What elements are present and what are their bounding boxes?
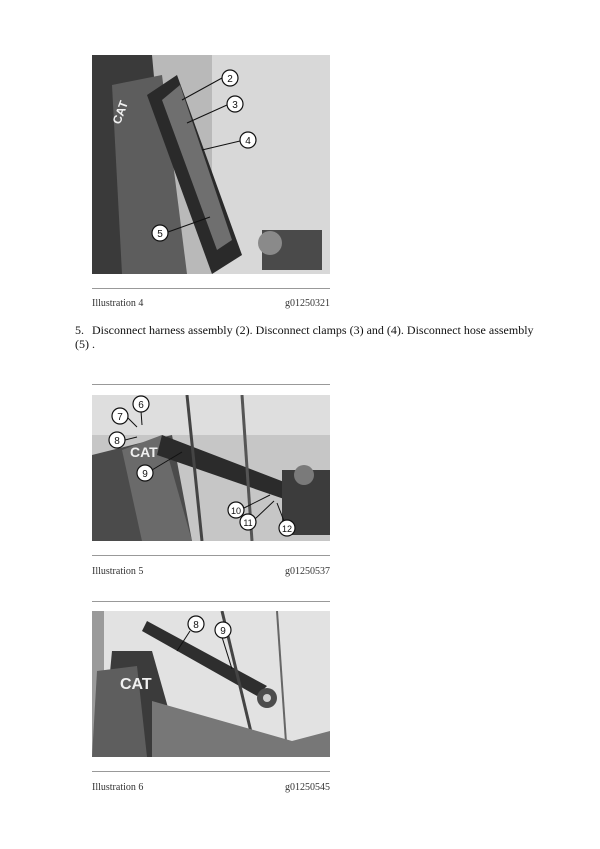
cat-logo: CAT [109,98,131,127]
illustration-6-caption: Illustration 6 [92,782,144,793]
illustration-6-rule [92,771,330,772]
step-text: Disconnect harness assembly (2). Disconnect clamps (3) and (4). Disconnect hose assembly (5) . [75,323,534,351]
illustration-5-rule [92,555,330,556]
svg-text:2: 2 [227,74,233,85]
svg-text:9: 9 [220,626,226,637]
svg-text:6: 6 [138,400,144,411]
illustration-4-photo [92,55,330,274]
illustration-4-caption: Illustration 4 [92,298,144,309]
illustration-5-photo [92,395,330,541]
illustration-6-code: g01250545 [285,782,330,793]
svg-text:7: 7 [117,412,123,423]
illustration-4-rule [92,288,330,289]
svg-text:11: 11 [243,518,253,528]
illustration-4-code: g01250321 [285,298,330,309]
step-number: 5. [75,323,84,337]
svg-text:8: 8 [193,620,199,631]
illustration-5-top-rule [92,384,330,385]
svg-text:3: 3 [232,100,238,111]
illustration-6-top-rule [92,601,330,602]
svg-text:4: 4 [245,136,251,147]
cat-logo: CAT [120,676,152,693]
illustration-6-photo [92,611,330,757]
svg-text:12: 12 [281,524,293,534]
svg-text:8: 8 [114,436,120,447]
svg-text:9: 9 [142,469,148,480]
illustration-6-image [92,611,330,757]
cat-logo: CAT [130,444,158,460]
svg-text:10: 10 [230,506,242,516]
illustration-4-image [92,55,330,274]
illustration-5-image [92,395,330,541]
step-5 [75,323,535,351]
illustration-5-code: g01250537 [285,566,330,577]
svg-text:5: 5 [157,229,163,240]
illustration-5-caption: Illustration 5 [92,566,144,577]
